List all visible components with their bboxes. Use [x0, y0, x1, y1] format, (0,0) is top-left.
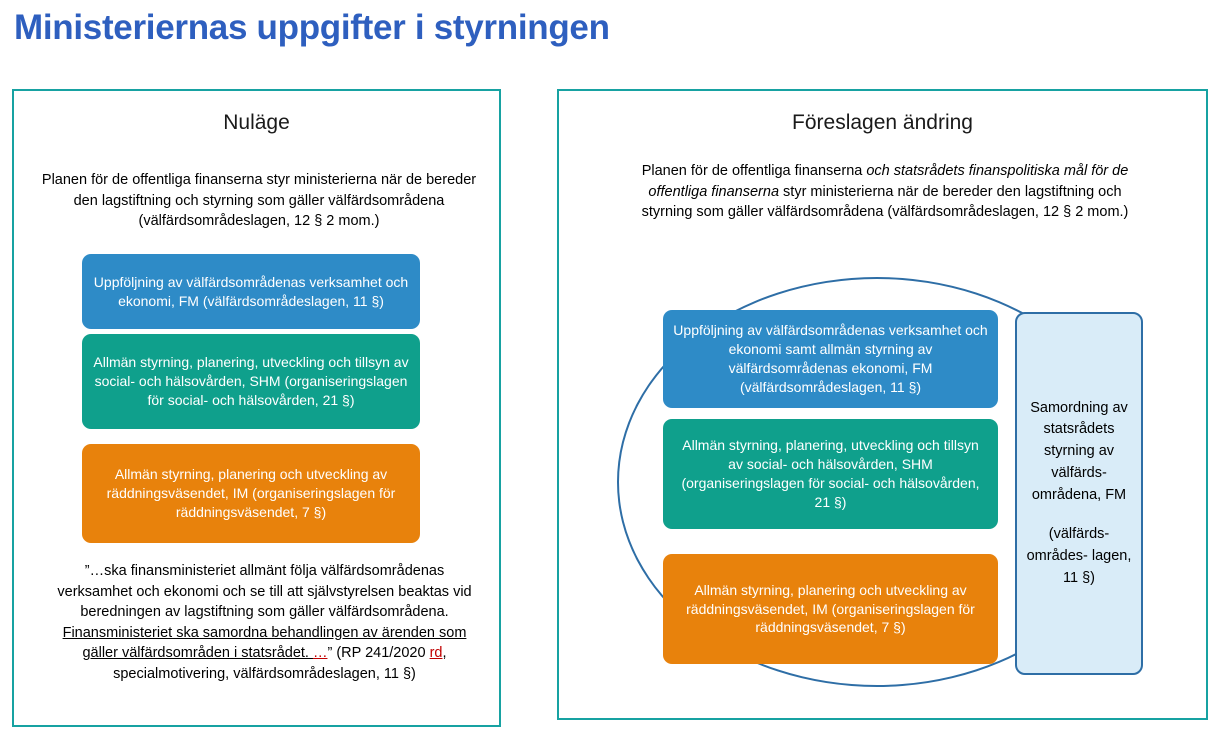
- panel-current-state: [12, 89, 501, 727]
- card-coordination-fm: [1015, 312, 1143, 675]
- quote-part1: ”…ska finansministeriet allmänt följa välfärdsområdenas verksamhet och ekonomi och se till att självstyrelsen beaktas vid beredningen av lagstiftning som gäller välfärdsområdena.: [57, 563, 472, 621]
- panel-right-intro: [639, 161, 1131, 223]
- intro-lead: Planen för de offentliga finanserna: [641, 163, 867, 179]
- card-coordination-reference: (välfärds- områdes- lagen, 11 §): [1026, 526, 1132, 586]
- quote-part2: ” (RP 241/2020: [327, 645, 430, 662]
- box-monitoring-fm: Uppföljning av välfärdsområdenas verksamhet och ekonomi, FM (välfärdsområdeslagen, 11 §): [82, 254, 420, 329]
- box-social-health-shm-proposed: Allmän styrning, planering, utveckling och tillsyn av social- och hälsovården, SHM (organiseringslagen för social- och hälsovården, 21 §): [663, 419, 998, 529]
- quote-underlined: Finansministeriet ska samordna behandlingen av ärenden som gäller välfärdsområden i statsrådet.: [62, 624, 467, 662]
- intro-tail: styr ministerierna när de bereder den lagstiftning och styrning som gäller välfärdsområdena (välfärdsområdeslagen, 12 § 2 mom.): [641, 183, 1129, 221]
- panel-right-heading: Föreslagen ändring: [792, 111, 973, 134]
- panel-proposed-change: [557, 89, 1208, 720]
- card-coordination-main: Samordning av statsrådets styrning av välfärds- områdena, FM: [1030, 399, 1128, 503]
- box-rescue-services-im-proposed: Allmän styrning, planering och utveckling av räddningsväsendet, IM (organiseringslagen för räddningsväsendet, 7 §): [663, 554, 998, 664]
- quote-red-rd: rd: [429, 645, 443, 662]
- intro-emphasis: och statsrådets finanspolitiska mål för de offentliga finanserna: [648, 163, 1129, 200]
- quote-red-ellipsis: …: [312, 645, 328, 662]
- panel-left-intro: Planen för de offentliga finanserna styr ministerierna när de bereder den lagstiftning och styrning som gäller välfärdsområdena (välfärdsområdeslagen, 12 § 2 mom.): [41, 172, 477, 230]
- panel-left-heading: Nuläge: [223, 111, 290, 134]
- page-title: Ministeriernas uppgifter i styrningen: [14, 8, 610, 47]
- box-social-health-shm: Allmän styrning, planering, utveckling och tillsyn av social- och hälsovården, SHM (organiseringslagen för social- och hälsovården, 21 §): [82, 334, 420, 429]
- quote-part3: , specialmotivering, välfärdsområdeslagen, 11 §): [113, 645, 447, 682]
- box-monitoring-and-economy-steering-fm: Uppföljning av välfärdsområdenas verksamhet och ekonomi samt allmän styrning av välfärdsområdenas ekonomi, FM (välfärdsområdeslagen, 11 §): [663, 310, 998, 408]
- quote-block: [52, 561, 477, 684]
- box-rescue-services-im: Allmän styrning, planering och utveckling av räddningsväsendet, IM (organiseringslagen för räddningsväsendet, 7 §): [82, 444, 420, 543]
